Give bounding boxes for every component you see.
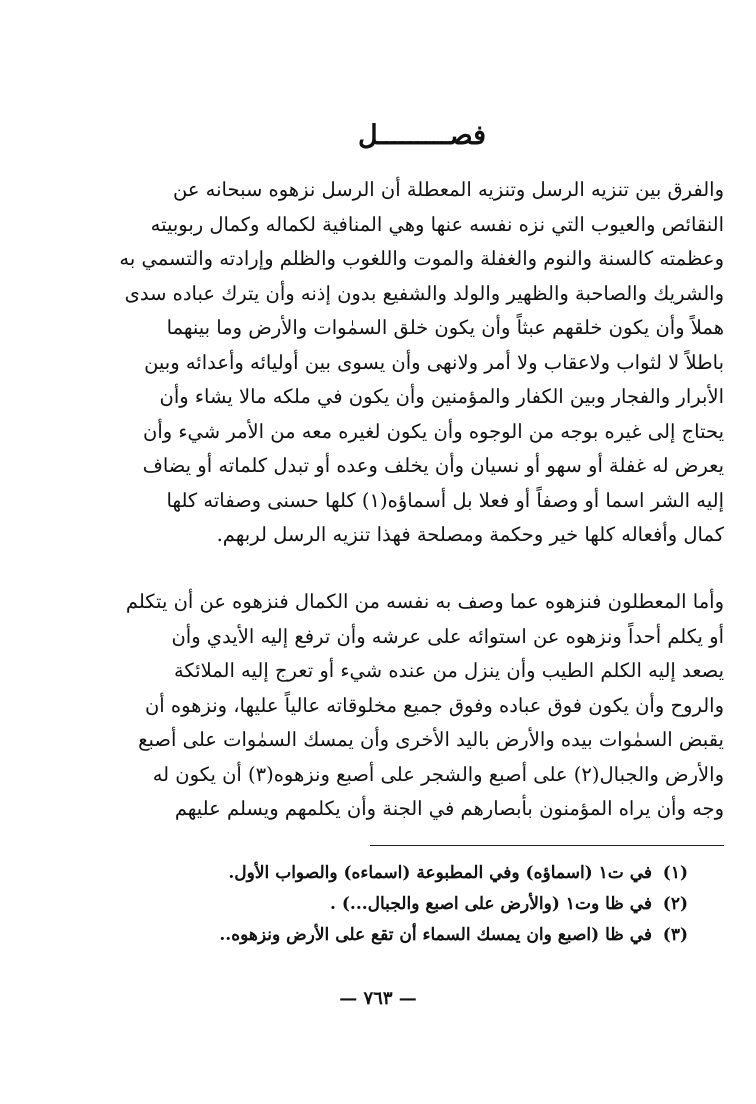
footnote-text: في ظا (اصبع وان يمسك السماء أن تقع على الأرض ونزهوه.. bbox=[219, 925, 652, 945]
text-line: يحتاج إلى غيره بوجه من الوجوه وأن يكون لغيره معه من الأمر شيء وأن bbox=[143, 419, 724, 443]
paragraph-2 bbox=[90, 585, 724, 827]
text-line: يصعد إليه الكلم الطيب وأن ينزل من عنده شيء أو تعرج إليه الملائكة bbox=[173, 659, 724, 682]
text-line: هملاً وأن يكون خلقهم عبثاً وأن يكون خلق السمٰوات والأرض وما بينهما bbox=[166, 316, 724, 339]
text-line: والفرق بين تنزيه الرسل وتنزيه المعطلة أن الرسل نزهوه سبحانه عن bbox=[173, 178, 724, 201]
heading-area bbox=[0, 118, 756, 158]
text-line: والروح وأن يكون فوق عباده وفوق جميع مخلوقاته عالياً عليها، ونزهوه أن bbox=[144, 693, 724, 717]
text-line: أو يكلم أحداً ونزهوه عن استوائه على عرشه وأن ترفع إليه الأيدي وأن bbox=[171, 624, 724, 648]
text-line: باطلاً لا لثواب ولاعقاب ولا أمر ولانهى وأن يسوى بين أوليائه وأعدائه وبين bbox=[144, 350, 724, 374]
text-line: يعرض له غفلة أو سهو أو نسيان وأن يخلف وعده أو تبدل كلماته أو يضاف bbox=[142, 454, 724, 477]
text-line: وجه وأن يراه المؤمنون بأبصارهم في الجنة وأن يكلمهم ويسلم عليهم bbox=[174, 797, 724, 820]
paragraph-1 bbox=[90, 173, 724, 553]
footnote-number: (٢) bbox=[662, 894, 688, 914]
text-line: والأرض والجبال(٢) على أصبع والشجر على أصبع ونزهوه(٣) أن يكون له bbox=[152, 762, 724, 786]
section-heading: فصـــــــــل bbox=[358, 120, 486, 151]
text-line: وأما المعطلون فنزهوه عما وصف به نفسه من الكمال فنزهوه عن أن يتكلم bbox=[125, 590, 724, 613]
footnote bbox=[128, 889, 688, 920]
footnotes bbox=[128, 858, 688, 951]
footnote-divider bbox=[370, 845, 724, 846]
footnote-text: في ت١ (اسماؤه) وفي المطبوعة (اسماءه) والصواب الأول. bbox=[228, 863, 652, 883]
footnote bbox=[128, 858, 688, 889]
text-line: وعظمته كالسنة والنوم والغفلة والموت واللغوب والظلم وإرادته والتسمي به bbox=[119, 247, 724, 270]
text-line: يقبض السمٰوات بيده والأرض باليد الأخرى وأن يمسك السمٰوات على أصبع bbox=[138, 728, 724, 751]
text-line: والشريك والصاحبة والظهير والولد والشفيع بدون إذنه وأن يترك عباده سدى bbox=[124, 281, 724, 305]
footnote-number: (١) bbox=[662, 863, 688, 883]
text-line: إليه الشر اسما أو وصفاً أو فعلا بل أسماؤه(١) كلها حسنى وصفاته كلها bbox=[166, 488, 724, 512]
text-line: النقائص والعيوب التي نزه نفسه عنها وهي المنافية لكماله وكمال ربوبيته bbox=[150, 212, 724, 236]
text-line: كمال وأفعاله كلها خير وحكمة ومصلحة فهذا تنزيه الرسل لربهم. bbox=[216, 523, 724, 546]
footnote bbox=[128, 920, 688, 951]
footnote-text: في ظا وت١ (والأرض على اصبع والجبال...) . bbox=[330, 894, 652, 914]
footnote-number: (٣) bbox=[662, 925, 688, 945]
page-number: — ٧٦٣ — bbox=[339, 988, 417, 1009]
text-line: الأبرار والفجار وبين الكفار والمؤمنين وأن يكون في ملكه مالا يشاء وأن bbox=[159, 385, 724, 408]
